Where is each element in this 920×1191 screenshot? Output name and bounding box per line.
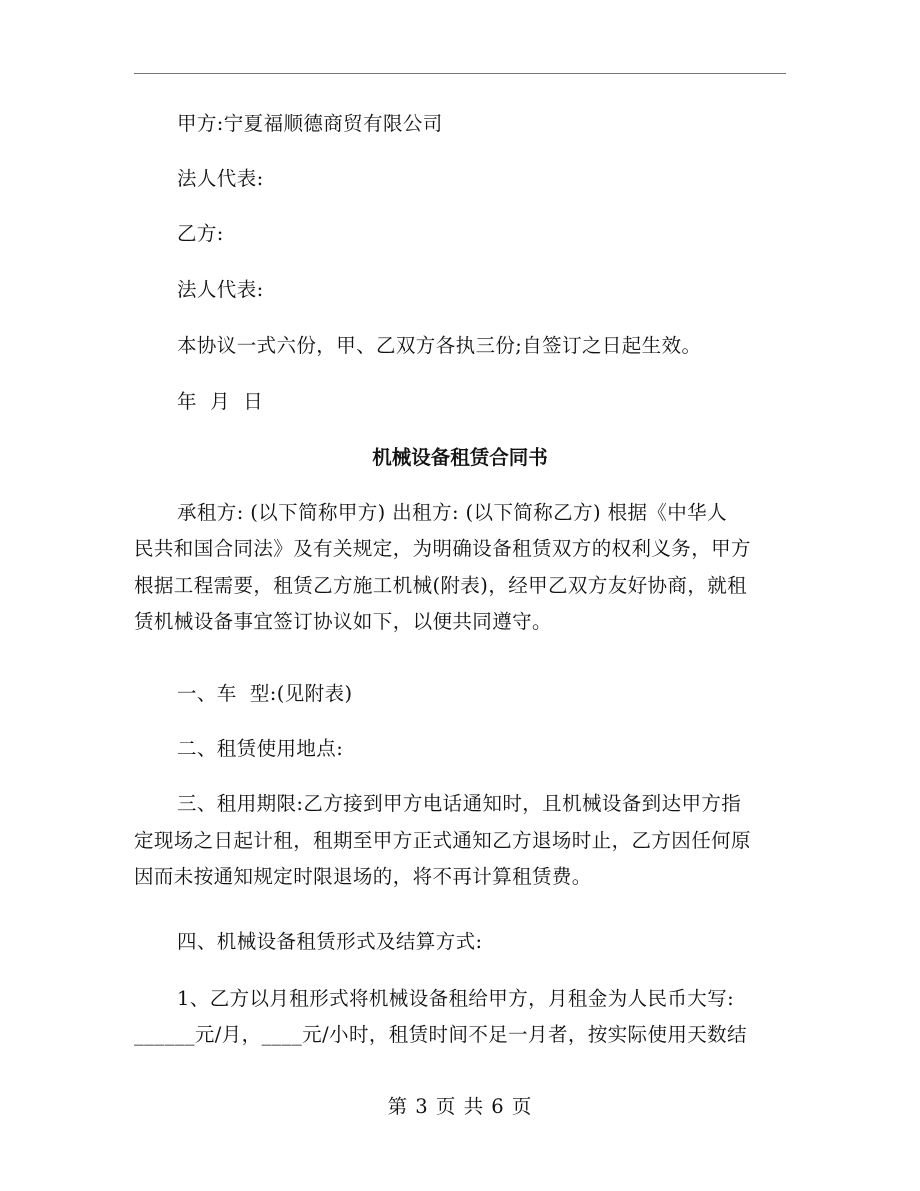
clause-1-vehicle-type: 一、车 型:(见附表) <box>177 682 353 705</box>
intro-paragraph-line-1: 承租方: (以下简称甲方) 出租方: (以下简称乙方) 根据《中华人 <box>177 501 727 524</box>
party-a-rep-line: 法人代表: <box>177 167 264 190</box>
party-b-line: 乙方: <box>177 222 224 245</box>
party-b-rep-line: 法人代表: <box>177 278 264 301</box>
clause-4-heading: 四、机械设备租赁形式及结算方式: <box>177 930 483 953</box>
intro-paragraph-line-3: 根据工程需要，租赁乙方施工机械(附表)，经甲乙双方友好协商，就租 <box>134 574 748 597</box>
header-rule <box>134 73 786 74</box>
copies-clause: 本协议一式六份，甲、乙双方各执三份;自签订之日起生效。 <box>177 334 702 357</box>
party-a-line: 甲方:宁夏福顺德商贸有限公司 <box>177 112 443 135</box>
page-number-footer: 第 3 页 共 6 页 <box>387 1095 533 1118</box>
clause-2-location: 二、租赁使用地点: <box>177 737 344 760</box>
intro-paragraph-line-4: 赁机械设备事宜签订协议如下，以便共同遵守。 <box>134 610 552 633</box>
contract-title: 机械设备租赁合同书 <box>372 446 548 469</box>
clause-4-item-1-line-1: 1、乙方以月租形式将机械设备租给甲方，月租金为人民币大写: <box>177 987 735 1010</box>
clause-3-line-3: 因而未按通知规定时限退场的，将不再计算租赁费。 <box>134 865 592 888</box>
date-line: 年 月 日 <box>177 390 264 413</box>
clause-3-line-2: 定现场之日起计租，租期至甲方正式通知乙方退场时止，乙方因任何原 <box>134 829 751 852</box>
clause-4-item-1-line-2: ______元/月，____元/小时，租赁时间不足一月者，按实际使用天数结 <box>134 1023 747 1046</box>
clause-3-line-1: 三、租用期限:乙方接到甲方电话通知时，且机械设备到达甲方指 <box>177 792 742 815</box>
intro-paragraph-line-2: 民共和国合同法》及有关规定，为明确设备租赁双方的权利义务，甲方 <box>134 537 751 560</box>
